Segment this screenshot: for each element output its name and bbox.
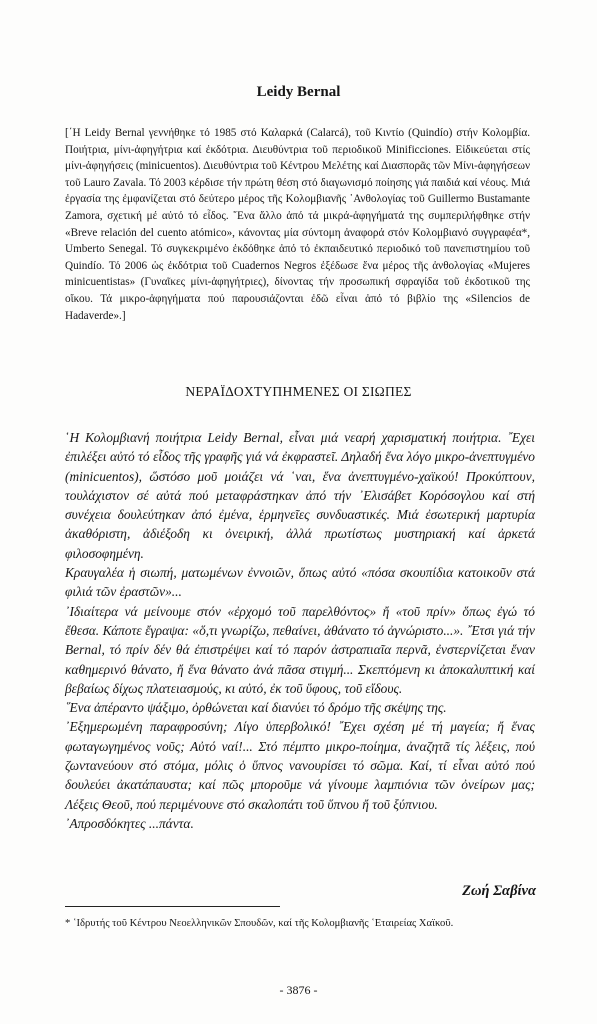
essay-paragraph: Κραυγαλέα ἡ σιωπή, ματωμένων ἐννοιῶν, ὅπως αὐτό «πόσα σκουπίδια κατοικοῦν στά φιλιά τῶν ἐραστῶν»...	[65, 565, 535, 600]
section-heading: ΝΕΡΑΪΔΟΧΤΥΠΗΜΕΝΕΣ ΟΙ ΣΙΩΠΕΣ	[185, 384, 412, 399]
essay-paragraph: ᾿Απροσδόκητες ...πάντα.	[65, 815, 194, 831]
essay-paragraph: ᾿Ιδιαίτερα νά μείνουμε στόν «ἐρχομό τοῦ παρελθόντος» ἤ «τοῦ πρίν» ὅπως ἐγώ τό ἔθεσα. Κάποτε ἔγραψα: «ὅ,τι γνωρίζω, πεθαίνει, ἀθάνατο τό ἀγνώριστο...». ῎Ετσι γιά τήν Bernal, τό πρίν δέν θά ἐπιστρέψει καί τό παρόν ἀστραπιαῖα περνᾶ, ἐνστερνίζεται ἕναν καθημερινό θάνατο, ἤ ἕνα θάνατο ἀνά πᾶσα στιγμή... Σκεπτόμενη κι ἀποκαλυπτική καί βεβαίως δίχως πλατειασμούς, κι αὐτό, ἐκ τοῦ ὕφους, τοῦ εἴδους.	[65, 603, 535, 696]
author-title: Leidy Bernal	[256, 84, 341, 100]
essay-paragraph: ῾Η Κολομβιανή ποιήτρια Leidy Bernal, εἶναι μιά νεαρή χαρισματική ποιήτρια. ῎Εχει ἐπιλέξει αὐτό τό εἶδος τῆς γραφῆς γιά νά ἐκφραστεῖ. Δηλαδή ἕνα λόγο μικρο-ἀνεπτυγμένο (minicuentos), ὥστόσο μοῦ μοιάζει νά ῾ναι, ἕνα ἀνεπτυγμένο-χαϊκού! Προκύπτουν, τουλάχιστον σέ αὐτά πού μεταφράστηκαν ἀπό τήν ᾿Ελισάβετ Κορόσογλου καί στή συνέχεια δουλεύτηκαν ἀπό ἐμένα, ἑρμηνεῖες συνδυαστικές. Μιά ἐσωτερική μαρτυρία ἀκαθόριστη, ἀδιέξοδη κι ὀνειρική, ἀλλά πρωτίστως μυστηριακή καί ἀρκετά φιλοσοφημένη.	[65, 430, 535, 561]
footnote: * ῾Ιδρυτής τοῦ Κέντρου Νεοελληνικῶν Σπουδῶν, καί τῆς Κολομβιανῆς ῾Εταιρείας Χαϊκοῦ.	[65, 918, 454, 929]
essay-paragraph: ᾿Εξημερωμένη παραφροσύνη; Λίγο ὑπερβολικό! ῎Εχει σχέση μέ τή μαγεία; ἤ ἕνας φωταγωγημένος νοῦς; Αὐτό ναί!... Στό πέμπτο μικρο-ποίημα, ἀναζητᾶ τίς λέξεις, πού ζωντανεύουν στό στόμα, μόλις ὁ ὕπνος νανουρίσει τό σῶμα. Καί, τί εἶναι αὐτό πού δουλεύει ἀκατάπαυστα; καί πῶς μποροῦμε νά γίνουμε λαμπιόνια τῶν ὀνείρων μας; Λέξεις Θεοῦ, πού περιμένουνε στό σκαλοπάτι τοῦ ὕπνου ἤ τοῦ ξύπνιου.	[65, 719, 535, 812]
essay-body	[65, 428, 535, 833]
footnote-divider	[65, 906, 280, 907]
author-bio: [΄Η Leidy Bernal γεννήθηκε τό 1985 στό Καλαρκά (Calarcá), τοῦ Κιντίο (Quindío) στήν Κολομβία. Ποιήτρια, μίνι-ἀφηγήτρια καί ἐκδότρια. Διευθύντρια τοῦ περιοδικοῦ Minificciones. Εἰδικεύεται στίς μίνι-ἀφηγήσεις (minicuentos). Διευθύντρια τοῦ Κέντρου Μελέτης καί Διασπορᾶς τῶν Μίνι-ἀφηγήσεων τοῦ Lauro Zavala. Τό 2003 κέρδισε τήν πρώτη θέση στό διαγωνισμό ποίησης γιά παιδιά καί νέους. Μιά ἐργασία της ἐμφανίζεται στό δεύτερο μέρος τῆς Κολομβιανῆς ῾Ανθολογίας τοῦ Guillermo Bustamante Zamora, σχετική μέ αὐτό τό εἶδος. ῞Ενα ἄλλο ἀπό τά μικρά-ἀφηγήματά της συμπεριλήφθηκε στήν «Breve relación del cuento atómico», κάνοντας μία σύντομη ἀναφορά στόν Κολομβιανό συγγραφέα*, Umberto Senegal. Τό συγκεκριμένο ἐκδόθηκε ἀπό τό ἐκπαιδευτικό περιοδικό τοῦ πανεπιστημίου τοῦ Quindío. Τό 2006 ὡς ἐκδότρια τοῦ Cuadernos Negros ἐξέδωσε ἕνα μέρος τῆς ἀνθολογίας «Mujeres minicuentistas» (Γυναῖκες μίνι-ἀφηγήτριες), δίνοντας τήν προσωπική σφραγίδα τοῦ ἐκδοτικοῦ της οἴκου. Τά μικρο-ἀφηγήματα πού παρουσιάζονται ἐδῶ εἶναι ἀπό τό βιβλίο της «Silencios de Hadaverde».]	[65, 127, 530, 322]
page-number: - 3876 -	[279, 983, 318, 997]
essay-signature: Ζωή Σαβίνα	[462, 883, 536, 899]
essay-paragraph: ῞Ενα ἀπέραντο ψάξιμο, ὀρθώνεται καί διανύει τό δρόμο τῆς σκέψης της.	[65, 700, 447, 716]
